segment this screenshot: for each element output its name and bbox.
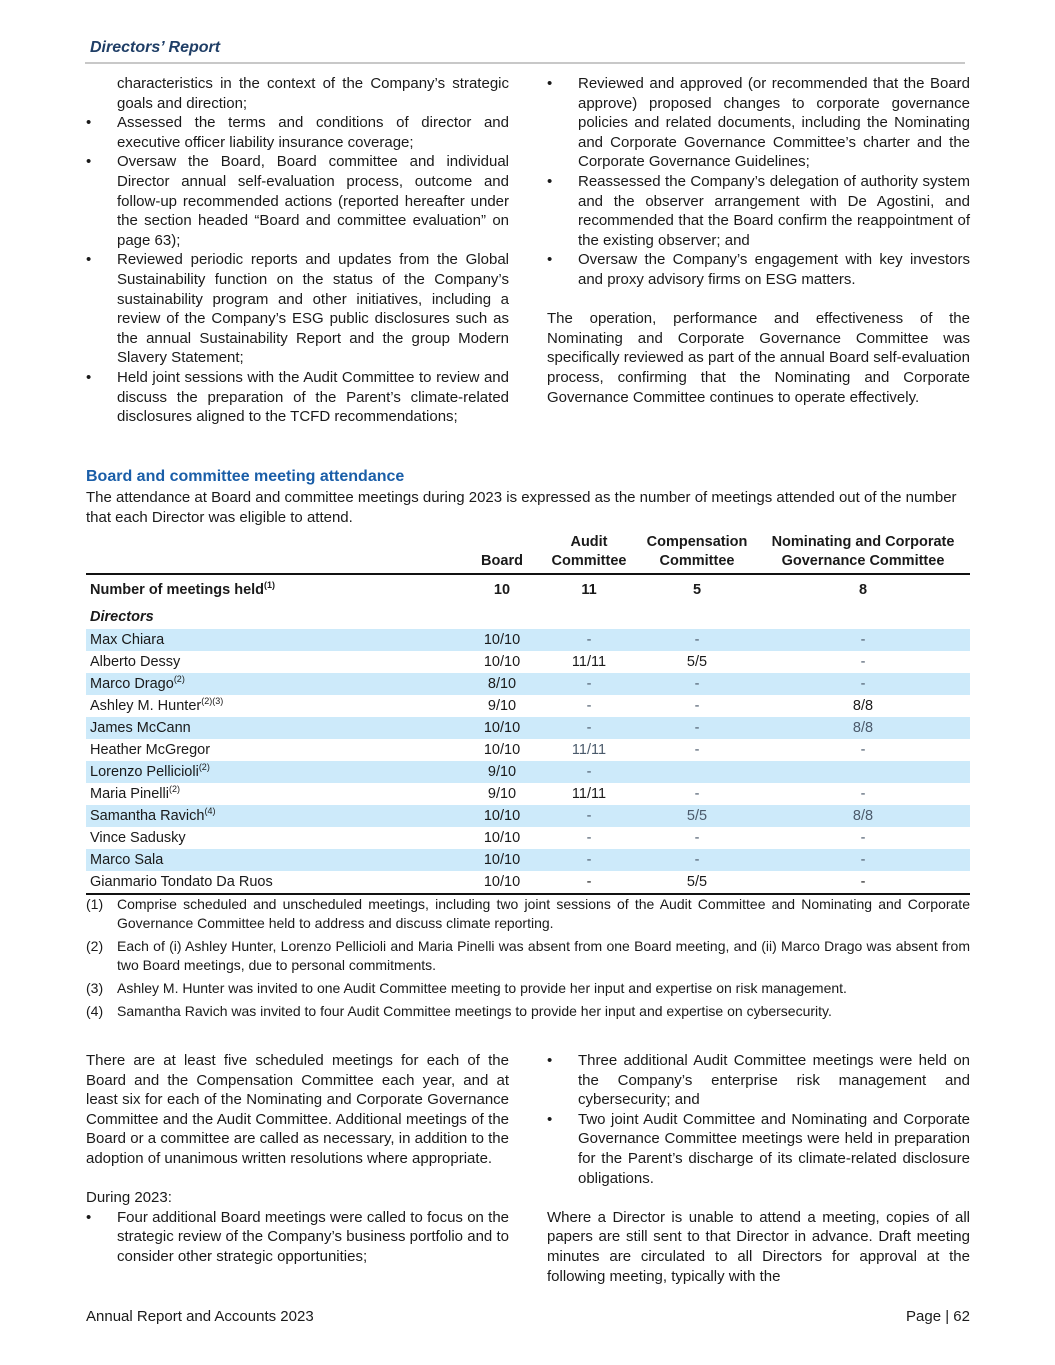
page-header-title: Directors’ Report (90, 39, 221, 56)
table-header-row (86, 531, 970, 574)
director-name: Maria Pinelli$^{(2)}$ (90, 784, 180, 802)
director-name: Alberto Dessy (90, 654, 181, 670)
footnote-number: (2) (86, 938, 104, 954)
cell-board: 9/10 (487, 786, 517, 802)
director-name: Vince Sadusky (90, 830, 186, 846)
cell-nominating: 8/8 (852, 698, 874, 714)
header-board: Board (464, 531, 540, 574)
cell-audit: - (540, 717, 638, 739)
cell-nominating: 8 (858, 582, 868, 598)
cell-board: 9/10 (487, 698, 517, 714)
cell-audit: 11/11 (571, 654, 607, 670)
footnote-text: Samantha Ravich was invited to four Audit Committee meetings to provide her input and expertise on cybersecurity. (117, 1003, 832, 1019)
cell-audit: - (540, 849, 638, 871)
director-name: Marco Sala (86, 849, 464, 871)
cell-board: 10 (493, 582, 511, 598)
cell-nominating: - (860, 654, 866, 670)
director-name: Max Chiara (86, 629, 464, 651)
scheduled-meetings-paragraph: There are at least five scheduled meetings for each of the Board and the Compensation Committee each year, and at least six for each of the Nominating and Corporate Governance Committee and the Audit Committee. Additional meetings of the Board or a committee are called as necessary, in addition to the adoption of unanimous written resolutions where appropriate. (86, 1052, 509, 1167)
director-name: Lorenzo Pellicioli$^{(2)}$ (86, 761, 464, 783)
bottom-left-column (86, 1051, 509, 1267)
continued-text: characteristics in the context of the Company’s strategic goals and direction; (117, 75, 509, 112)
cell-board: 10/10 (483, 654, 521, 670)
footnote-number: (1) (86, 896, 104, 912)
footer-report-title: Annual Report and Accounts 2023 (86, 1308, 314, 1325)
table-row (86, 805, 970, 827)
director-name: Marco Drago$^{(2)}$ (86, 673, 464, 695)
header-nominating: Nominating and Corporate Governance Committee (756, 531, 970, 574)
footnote (86, 895, 970, 933)
cell-compensation: 5/5 (638, 871, 756, 894)
cell-nominating: - (756, 849, 970, 871)
bullet-item: • Two joint Audit Committee and Nominating and Corporate Governance Committee meetings were held in preparation for the Parent’s discharge of its climate-related disclosure obligations. (547, 1110, 970, 1188)
cell-compensation: - (638, 849, 756, 871)
director-name: Ashley M. Hunter$^{(2)(3)}$ (90, 696, 224, 714)
papers-paragraph: Where a Director is unable to attend a meeting, copies of all papers are still sent to that Director in advance. Draft meeting minutes are circulated to all Directors for approval at the following meeting, typically with the (547, 1208, 970, 1285)
table-row (86, 761, 970, 783)
bullet-item: • Reviewed and approved (or recommended that the Board approve) proposed changes to corporate governance policies and related documents, including the Nominating and Corporate Governance Committee’s charter and the Corporate Governance Guidelines; (547, 74, 970, 172)
header-blank (86, 531, 464, 574)
bullet-item: • Held joint sessions with the Audit Committee to review and discuss the preparation of the Parent’s climate-related disclosures aligned to the TCFD recommendations; (86, 368, 509, 427)
header-divider (85, 62, 965, 64)
cell-nominating: - (756, 871, 970, 894)
top-right-column (547, 74, 970, 407)
cell-compensation (638, 761, 756, 783)
bottom-right-bullet-list (547, 1051, 970, 1188)
table-row (86, 849, 970, 871)
cell-audit: - (586, 698, 592, 714)
bullet-item: • Four additional Board meetings were called to focus on the strategic review of the Company’s business portfolio and to consider other strategic opportunities; (86, 1208, 509, 1267)
footnote-text: Comprise scheduled and unscheduled meetings, including two joint sessions of the Audit Committee and Nominating and Corporate Governance Committee held to address and discuss climate reporting. (117, 896, 970, 931)
table-footnotes (86, 895, 970, 1025)
bullet-item: • Assessed the terms and conditions of director and executive officer liability insurance coverage; (86, 113, 509, 152)
cell-audit: 11/11 (571, 742, 607, 758)
director-name: Heather McGregor (90, 742, 211, 758)
cell-board: 10/10 (483, 742, 521, 758)
cell-nominating: 8/8 (756, 717, 970, 739)
cell-audit: - (540, 629, 638, 651)
cell-compensation: - (638, 673, 756, 695)
cell-board: 9/10 (464, 761, 540, 783)
cell-board: 10/10 (464, 849, 540, 871)
cell-nominating: 8/8 (756, 805, 970, 827)
cell-compensation: - (694, 830, 700, 846)
cell-nominating: - (860, 830, 866, 846)
header-audit: Audit Committee (540, 531, 638, 574)
table-row (86, 629, 970, 651)
bullet-item: • Oversaw the Company’s engagement with key investors and proxy advisory firms on ESG matters. (547, 250, 970, 289)
table-row (86, 783, 970, 805)
cell-compensation: 5/5 (686, 654, 708, 670)
header-compensation: Compensation Committee (638, 531, 756, 574)
table-row (86, 739, 970, 761)
cell-audit: - (540, 871, 638, 894)
section-intro: The attendance at Board and committee meetings during 2023 is expressed as the number of meetings attended out of the number that each Director was eligible to attend. (86, 489, 957, 526)
director-name: Gianmario Tondato Da Ruos (86, 871, 464, 894)
cell-board: 10/10 (464, 871, 540, 894)
footnote (86, 1002, 970, 1021)
cell-compensation: - (694, 698, 700, 714)
during-label: During 2023: (86, 1189, 172, 1207)
cell-compensation: 5 (692, 582, 702, 598)
meetings-held-row (86, 574, 970, 605)
cell-board: 10/10 (464, 717, 540, 739)
footnote-number: (3) (86, 980, 104, 996)
footnote (86, 937, 970, 975)
bottom-left-bullet-list (86, 1208, 509, 1267)
cell-nominating (756, 761, 970, 783)
cell-audit: 11/11 (571, 786, 607, 802)
cell-board: 10/10 (464, 629, 540, 651)
cell-audit: - (540, 673, 638, 695)
top-left-bullet-list (86, 113, 509, 427)
cell-board: 8/10 (464, 673, 540, 695)
cell-board: 10/10 (483, 830, 521, 846)
cell-compensation: - (694, 786, 700, 802)
footnote-text: Ashley M. Hunter was invited to one Audit Committee meeting to provide her input and expertise on risk management. (117, 980, 847, 996)
bullet-item: • Reviewed periodic reports and updates from the Global Sustainability function on the status of the Company’s sustainability program and other initiatives, including a review of the Company’s ESG public disclosures such as the annual Sustainability Report and the group Modern Slavery Statement; (86, 250, 509, 368)
cell-nominating: - (756, 629, 970, 651)
cell-board: 10/10 (464, 805, 540, 827)
footnote-text: Each of (i) Ashley Hunter, Lorenzo Pellicioli and Maria Pinelli was absent from one Board meeting, and (ii) Marco Drago was absent from two Board meetings, due to personal commitments. (117, 938, 970, 973)
table-row (86, 695, 970, 717)
top-right-bullet-list (547, 74, 970, 290)
cell-audit: - (540, 805, 638, 827)
directors-subheading-row (86, 605, 970, 629)
directors-label: Directors (90, 609, 154, 625)
cell-audit: 11 (581, 582, 597, 598)
bullet-item: • Three additional Audit Committee meetings were held on the Company’s enterprise risk management and cybersecurity; and (547, 1051, 970, 1110)
table-row (86, 827, 970, 849)
cell-compensation: - (638, 629, 756, 651)
top-left-column (86, 74, 509, 427)
director-name: James McCann (86, 717, 464, 739)
cell-nominating: - (860, 786, 866, 802)
footnote-number: (4) (86, 1003, 104, 1019)
cell-audit: - (540, 761, 638, 783)
bullet-item: • Reassessed the Company’s delegation of authority system and the observer arrangement with De Agostini, and recommended that the Board confirm the reappointment of the existing observer; and (547, 172, 970, 250)
cell-nominating: - (756, 673, 970, 695)
attendance-table (86, 531, 970, 895)
footnote (86, 979, 970, 998)
table-row (86, 717, 970, 739)
section-heading: Board and committee meeting attendance (86, 468, 405, 485)
cell-compensation: - (694, 742, 700, 758)
cell-compensation: - (638, 717, 756, 739)
director-name: Samantha Ravich$^{(4)}$ (86, 805, 464, 827)
table-row (86, 673, 970, 695)
footer-page-number: Page | 62 (906, 1308, 970, 1325)
table-row (86, 651, 970, 673)
cell-nominating: - (860, 742, 866, 758)
bullet-item: • Oversaw the Board, Board committee and individual Director annual self-evaluation process, outcome and follow-up recommended actions (reported hereafter under the section headed “Board and committee evaluation” on page 63); (86, 152, 509, 250)
cell-compensation: 5/5 (638, 805, 756, 827)
row-label: Number of meetings held$^{(1)}$ (90, 580, 276, 598)
table-row (86, 871, 970, 894)
effectiveness-paragraph: The operation, performance and effectiveness of the Nominating and Corporate Governance Committee was specifically reviewed as part of the annual Board self-evaluation process, confirming that the Nominating and Corporate Governance Committee continues to operate effectively. (547, 310, 970, 406)
bottom-right-column (547, 1051, 970, 1286)
cell-audit: - (586, 830, 592, 846)
